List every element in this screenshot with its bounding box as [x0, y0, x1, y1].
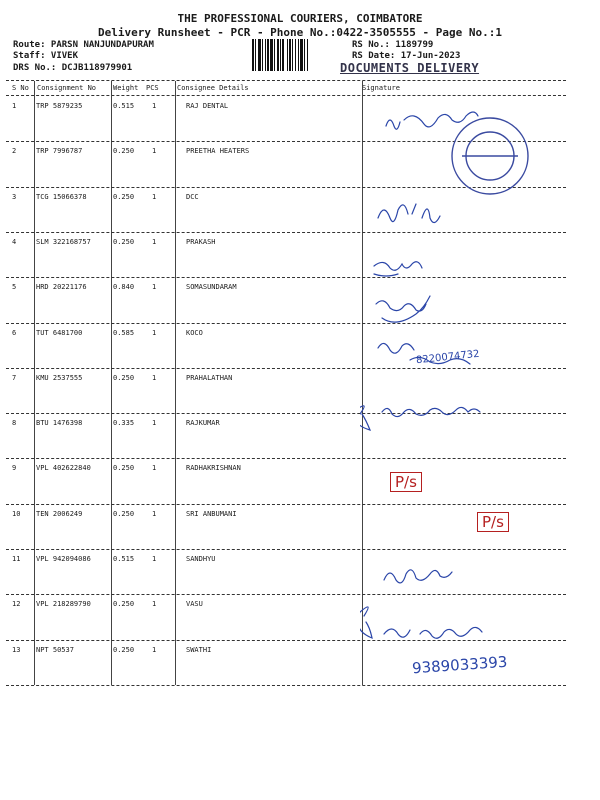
row-consignee: KOCO — [186, 328, 203, 337]
row-consignee: SANDHYU — [186, 555, 216, 563]
col-header-consignee: Consignee Details — [177, 84, 249, 92]
row-consignment-no: BTU 1476398 — [36, 419, 83, 428]
row-consignment-no: TCG 15066378 — [36, 192, 87, 201]
row-pcs: 1 — [152, 192, 157, 201]
header-top-rule — [6, 80, 566, 81]
signature-row-8 — [360, 406, 480, 430]
row-sno: 10 — [12, 509, 21, 518]
row-sno: 7 — [12, 373, 17, 382]
row-consignment-no: TRP 7996787 — [36, 147, 83, 156]
row-consignment-no: VPL 218289790 — [36, 600, 91, 609]
row-consignee: SWATHI — [186, 645, 212, 654]
row-sno: 12 — [12, 600, 21, 609]
col-header-sno: S No — [12, 84, 29, 92]
barcode — [252, 39, 344, 71]
row-weight: 0.250 — [113, 600, 135, 609]
row-weight: 0.250 — [113, 509, 135, 518]
drs-number: DRS No.: DCJB118979901 — [13, 63, 133, 73]
signature-row-11 — [384, 570, 452, 583]
rs-number: RS No.: 1189799 — [352, 40, 434, 50]
row-weight: 0.840 — [113, 283, 135, 292]
col-header-consignment: Consignment No — [37, 84, 97, 92]
row-weight: 0.250 — [113, 645, 135, 654]
row-weight: 0.335 — [113, 419, 135, 428]
row-consignment-no: TUT 6481700 — [36, 328, 83, 337]
row-consignment-no: TEN 2006249 — [36, 509, 83, 518]
signature-row-1 — [386, 112, 478, 129]
row-consignee: SOMASUNDARAM — [186, 283, 237, 292]
row-consignee: DCC — [186, 192, 199, 201]
row-consignment-no: HRD 20221176 — [36, 283, 87, 292]
handwritten-phone-2: 9389033393 — [411, 652, 508, 678]
row-weight: 0.250 — [113, 147, 135, 156]
documents-delivery-stamp: DOCUMENTS DELIVERY — [340, 61, 480, 75]
row-weight: 0.250 — [113, 192, 135, 201]
ps-mark-1: P/s — [390, 472, 422, 492]
row-consignee: PRAHALATHAN — [186, 373, 233, 382]
row-pcs: 1 — [152, 464, 157, 473]
row-sno: 2 — [12, 147, 17, 156]
row-pcs: 1 — [152, 645, 157, 654]
signature-row-3 — [378, 204, 440, 223]
handwritten-phone-1: 8220074732 — [415, 348, 481, 367]
row-consignment-no: NPT 50537 — [36, 645, 74, 654]
row-consignee: VASU — [186, 600, 203, 609]
row-sno: 1 — [12, 102, 17, 110]
row-pcs: 1 — [152, 283, 157, 292]
row-sno: 13 — [12, 645, 21, 654]
row-consignee: SRI ANBUMANI — [186, 509, 237, 518]
row-pcs: 1 — [152, 237, 157, 246]
row-pcs: 1 — [152, 419, 157, 428]
row-consignee: RAJ DENTAL — [186, 102, 229, 110]
route-label: Route: PARSN NANJUNDAPURAM — [13, 40, 154, 50]
row-pcs: 1 — [152, 147, 157, 156]
row-pcs: 1 — [152, 555, 157, 563]
rs-date: RS Date: 17-Jun-2023 — [352, 51, 461, 61]
row-sno: 4 — [12, 237, 17, 246]
row-weight: 0.515 — [113, 102, 135, 110]
row-consignment-no: VPL 942094086 — [36, 555, 91, 563]
row-sno: 11 — [12, 555, 21, 563]
col-header-weight: Weight — [113, 84, 139, 92]
row-consignee: RADHAKRISHNAN — [186, 464, 241, 473]
row-weight: 0.250 — [113, 373, 135, 382]
row-pcs: 1 — [152, 328, 157, 337]
row-pcs: 1 — [152, 373, 157, 382]
row-weight: 0.585 — [113, 328, 135, 337]
row-consignment-no: VPL 402622840 — [36, 464, 91, 473]
row-weight: 0.250 — [113, 464, 135, 473]
row-pcs: 1 — [152, 102, 157, 110]
row-sno: 8 — [12, 419, 17, 428]
signature-row-4 — [374, 262, 422, 276]
row-sno: 3 — [12, 192, 17, 201]
col-header-signature: Signature — [362, 84, 400, 92]
signature-row-13 — [360, 607, 482, 638]
signature-row-5 — [376, 296, 430, 322]
row-consignment-no: SLM 322168757 — [36, 237, 91, 246]
row-weight: 0.515 — [113, 555, 135, 563]
runsheet-subtitle: Delivery Runsheet - PCR - Phone No.:0422-3505555 - Page No.:1 — [98, 26, 502, 39]
col-header-pcs: PCS — [146, 84, 159, 92]
signature-area — [360, 96, 600, 706]
row-consignee: PRAKASH — [186, 237, 216, 246]
staff-label: Staff: VIVEK — [13, 51, 79, 61]
barcode-bar — [308, 39, 310, 71]
row-sno: 6 — [12, 328, 17, 337]
row-sno: 5 — [12, 283, 17, 292]
row-pcs: 1 — [152, 509, 157, 518]
company-seal — [452, 118, 528, 194]
ps-mark-2: P/s — [477, 512, 509, 532]
row-weight: 0.250 — [113, 237, 135, 246]
row-pcs: 1 — [152, 600, 157, 609]
row-sno: 9 — [12, 464, 17, 473]
row-consignee: PREETHA HEATERS — [186, 147, 250, 156]
row-consignment-no: KMU 2537555 — [36, 373, 83, 382]
row-consignment-no: TRP 5879235 — [36, 102, 83, 110]
company-title: THE PROFESSIONAL COURIERS, COIMBATORE — [177, 12, 423, 25]
row-consignee: RAJKUMAR — [186, 419, 220, 428]
